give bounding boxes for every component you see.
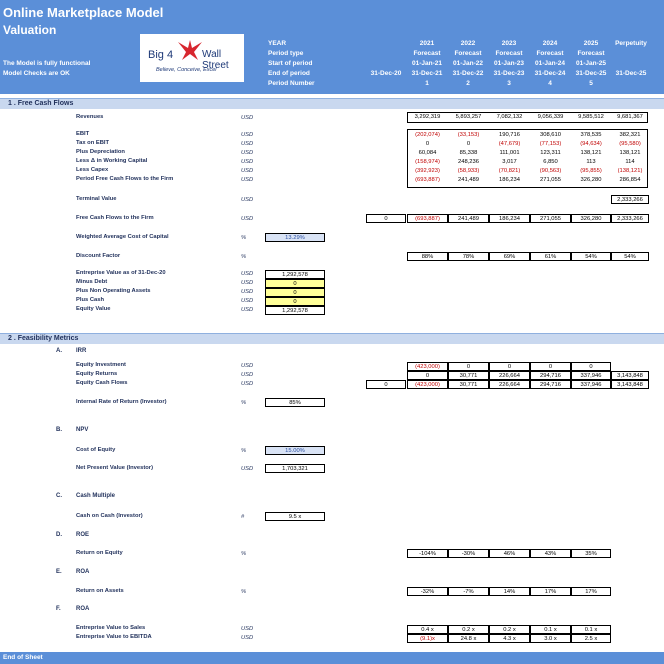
unit-label: USD (241, 635, 254, 641)
model-header (0, 0, 664, 94)
multiple-value: 0.2 x (448, 625, 489, 634)
roe-value: 43% (530, 549, 571, 558)
fcf-value: 308,610 (540, 132, 561, 138)
fcf-value: 190,716 (499, 132, 520, 138)
ev-row-label: Plus Non Operating Assets (76, 288, 151, 294)
cost-of-equity-label: Cost of Equity (76, 447, 116, 453)
unit-label: USD (241, 289, 254, 295)
ev-row-label: Equity Value (76, 306, 111, 312)
unit-label: USD (241, 363, 254, 369)
ev-value: 1,292,578 (265, 306, 325, 315)
unit-label: USD (241, 150, 254, 156)
header-num-col-1: 1 (425, 80, 429, 87)
year-label: YEAR (268, 40, 287, 47)
section-free-cash-flows: 1 . Free Cash Flows (0, 98, 664, 109)
cash-on-cash-label: Cash on Cash (Investor) (76, 513, 143, 519)
logo-text-left: Big 4 (148, 49, 174, 61)
multiple-value: 0.4 x (407, 625, 448, 634)
header-year-col-5: 2025 (583, 40, 599, 47)
fcf-value: 138,121 (619, 150, 641, 156)
fcf-value: 0 (466, 141, 471, 147)
fcff-base: 0 (366, 214, 406, 223)
roa-label: Return on Assets (76, 588, 124, 594)
terminal-value: 2,333,266 (611, 195, 649, 204)
irr-value: 0 (530, 362, 571, 371)
end-period-label: End of period (268, 70, 310, 77)
logo-tagline: Believe, Conceive, Excel (156, 67, 217, 73)
multiple-value: 0.1 x (571, 625, 611, 634)
logo-text-right: Wall Street (202, 49, 229, 71)
npv-title: NPV (76, 427, 89, 433)
ev-row-label: Entreprise Value as of 31-Dec-20 (76, 270, 166, 276)
multiple-value: 3.0 x (530, 634, 571, 643)
irr-result-label: Internal Rate of Return (Investor) (76, 399, 167, 405)
revenue-value: 9,681,367 (617, 114, 643, 120)
fcf-value: (77,153) (539, 141, 562, 147)
fcf-value: 286,854 (619, 177, 641, 183)
unit-label: USD (241, 141, 254, 147)
cash-title: Cash Multiple (76, 493, 116, 499)
fcf-value: 382,321 (619, 132, 641, 138)
unit-label: USD (241, 626, 254, 632)
unit-label: USD (241, 115, 254, 121)
unit-label: USD (241, 159, 254, 165)
fcf-row-label: Less Capex (76, 167, 109, 173)
revenue-value: 9,056,339 (537, 114, 564, 120)
unit-label: % (241, 589, 247, 595)
roe-label: Return on Equity (76, 550, 123, 556)
equity-cf-base: 0 (366, 380, 406, 389)
roa-value: -32% (407, 587, 448, 596)
irr-value: (423,000) (407, 380, 448, 389)
fcff-value: 186,234 (489, 214, 530, 223)
wacc-label: Weighted Average Cost of Capital (76, 234, 169, 240)
fcf-row-label: Plus Depreciation (76, 149, 125, 155)
section-feasibility-metrics: 2 . Feasibility Metrics (0, 333, 664, 344)
fcf-value: (95,855) (580, 168, 602, 174)
irr-row-label: Equity Investment (76, 362, 126, 368)
header-num-col-4: 4 (548, 80, 552, 87)
irr-value: 3,143,848 (611, 380, 649, 389)
irr-value: 294,716 (530, 380, 571, 389)
unit-label: USD (241, 280, 254, 286)
fcf-value: (138,121) (617, 168, 643, 174)
irr-result: 85% (265, 398, 325, 407)
fcf-row-label: Less Δ in Working Capital (76, 158, 148, 164)
fcf-value: 138,121 (580, 150, 602, 156)
fcf-value: (693,887) (415, 177, 440, 183)
roa-value: 17% (571, 587, 611, 596)
roa-id: E. (56, 569, 62, 575)
roe-value: -104% (407, 549, 448, 558)
unit-label: USD (241, 197, 254, 203)
header-end-col-3: 31-Dec-23 (493, 70, 525, 77)
irr-value: 294,716 (530, 371, 571, 380)
eagle-icon (176, 36, 204, 64)
header-year-col-2: 2022 (460, 40, 476, 47)
multiple-value: 4.3 x (489, 634, 530, 643)
unit-label: % (241, 448, 247, 454)
unit-label: % (241, 400, 247, 406)
end-of-sheet-bar: End of Sheet (0, 652, 664, 664)
fcf-value: 271,055 (540, 177, 561, 183)
fcf-value: 241,489 (458, 177, 479, 183)
header-end-col-5: 31-Dec-25 (575, 70, 607, 77)
header-start-col-5: 01-Jan-25 (576, 60, 606, 67)
period-number-label: Period Number (268, 80, 315, 87)
fcff-value: 271,055 (530, 214, 571, 223)
ev-row-label: Plus Cash (76, 297, 105, 303)
header-type-col-1: Forecast (413, 50, 441, 57)
header-end-col-6: 31-Dec-25 (615, 70, 647, 77)
header-year-col-4: 2024 (542, 40, 558, 47)
roe-id: D. (56, 532, 62, 538)
irr-value: 226,664 (489, 371, 530, 380)
irr-value: 0 (448, 362, 489, 371)
discount-factor-value: 54% (611, 252, 649, 261)
fcf-value: (33,153) (457, 132, 480, 138)
discount-factor-value: 69% (489, 252, 530, 261)
base-end-date: 31-Dec-20 (370, 70, 402, 77)
roa-value: 14% (489, 587, 530, 596)
model-title: Online Marketplace Model (3, 5, 164, 20)
header-num-col-3: 3 (507, 80, 511, 87)
revenue-value: 7,082,132 (496, 114, 523, 120)
company-logo (140, 34, 244, 82)
multiples-id: F. (56, 606, 61, 612)
multiple-row-label: Entreprise Value to EBITDA (76, 634, 152, 640)
irr-title: IRR (76, 348, 87, 354)
irr-value: 337,946 (571, 371, 611, 380)
period-type-label: Period type (268, 50, 304, 57)
unit-label: USD (241, 132, 254, 138)
unit-label: USD (241, 466, 254, 472)
unit-label: USD (241, 216, 254, 222)
irr-value: 337,946 (571, 380, 611, 389)
unit-label: USD (241, 372, 254, 378)
multiple-value: 2.5 x (571, 634, 611, 643)
multiple-value: 0.2 x (489, 625, 530, 634)
multiple-value: 0.1 x (530, 625, 571, 634)
fcff-label: Free Cash Flows to the Firm (76, 215, 154, 221)
multiple-value: 24.8 x (448, 634, 489, 643)
fcf-value: (47,679) (498, 141, 521, 147)
fcf-value: 0 (425, 141, 430, 147)
header-type-col-2: Forecast (454, 50, 482, 57)
irr-value: 0 (489, 362, 530, 371)
roe-value: 46% (489, 549, 530, 558)
cost-of-equity-input[interactable]: 15.00% (265, 446, 325, 455)
header-end-col-1: 31-Dec-21 (411, 70, 443, 77)
fcff-value: 2,333,266 (611, 214, 649, 223)
unit-label: % (241, 551, 247, 557)
revenues-label: Revenues (76, 114, 104, 120)
revenue-value: 3,292,319 (414, 114, 441, 120)
checks-note: Model Checks are OK (3, 70, 70, 77)
unit-label: USD (241, 168, 254, 174)
fcf-value: (70,821) (498, 168, 521, 174)
fcf-value: (95,580) (619, 141, 641, 147)
irr-value: (423,000) (407, 362, 448, 371)
irr-row-label: Equity Cash Flows (76, 380, 128, 386)
fcf-value: (94,634) (580, 141, 602, 147)
unit-label: USD (241, 381, 254, 387)
roa-value: 17% (530, 587, 571, 596)
discount-factor-value: 54% (571, 252, 611, 261)
roe-title: ROE (76, 532, 90, 538)
fcf-value: (392,923) (415, 168, 440, 174)
header-end-col-4: 31-Dec-24 (534, 70, 566, 77)
header-num-col-2: 2 (466, 80, 470, 87)
header-type-col-3: Forecast (495, 50, 523, 57)
terminal-value-label: Terminal Value (76, 196, 117, 202)
ev-value[interactable]: 0 (265, 279, 325, 288)
multiple-row-label: Entreprise Value to Sales (76, 625, 146, 631)
fcf-value: 114 (625, 159, 635, 165)
header-start-col-1: 01-Jan-21 (412, 60, 442, 67)
irr-value: 0 (407, 371, 448, 380)
fcf-value: 6,850 (543, 159, 558, 165)
header-num-col-5: 5 (589, 80, 593, 87)
cash-id: C. (56, 493, 62, 499)
fcf-value: 248,236 (458, 159, 479, 165)
npv-label: Net Present Value (Investor) (76, 465, 153, 471)
multiple-value: (9.1)x (407, 634, 448, 643)
header-type-col-4: Forecast (536, 50, 564, 57)
discount-factor-value: 61% (530, 252, 571, 261)
ev-value: 1,292,578 (265, 270, 325, 279)
ev-row-label: Minus Debt (76, 279, 108, 285)
discount-factor-value: 88% (407, 252, 448, 261)
ev-value[interactable]: 0 (265, 288, 325, 297)
cash-on-cash-value: 9.5 x (265, 512, 325, 521)
start-period-label: Start of period (268, 60, 313, 67)
irr-value: 226,664 (489, 380, 530, 389)
fcff-value: 241,489 (448, 214, 489, 223)
header-year-col-3: 2023 (501, 40, 517, 47)
fcf-value: 60,084 (418, 150, 437, 156)
ev-value[interactable]: 0 (265, 297, 325, 306)
fcf-value: 378,535 (580, 132, 602, 138)
roe-value: 35% (571, 549, 611, 558)
header-start-col-4: 01-Jan-24 (535, 60, 565, 67)
fcf-value: 111,001 (499, 150, 520, 156)
unit-label: USD (241, 298, 254, 304)
revenue-value: 5,893,257 (455, 114, 482, 120)
roe-value: -30% (448, 549, 489, 558)
wacc-input[interactable]: 13.29% (265, 233, 325, 242)
irr-value: 0 (571, 362, 611, 371)
roa-value: -7% (448, 587, 489, 596)
irr-value: 30,771 (448, 371, 489, 380)
unit-label: % (241, 235, 247, 241)
fcff-value: 326,280 (571, 214, 611, 223)
unit-label: # (241, 514, 245, 520)
discount-factor-value: 78% (448, 252, 489, 261)
fcf-value: (58,933) (457, 168, 480, 174)
fcf-value: (90,563) (539, 168, 562, 174)
fcf-value: 326,280 (580, 177, 602, 183)
fcf-row-label: Period Free Cash Flows to the Firm (76, 176, 174, 182)
npv-id: B. (56, 427, 62, 433)
irr-id: A. (56, 348, 62, 354)
header-year-col-6: Perpetuity (615, 40, 647, 47)
unit-label: USD (241, 307, 254, 313)
fcf-value: 186,234 (499, 177, 520, 183)
header-type-col-5: Forecast (577, 50, 605, 57)
fcf-value: 85,338 (459, 150, 478, 156)
fcf-row-label: Tax on EBIT (76, 140, 110, 146)
functional-note: The Model is fully functional (3, 60, 91, 67)
fcff-value: (693,887) (407, 214, 448, 223)
fcf-value: 3,017 (502, 159, 517, 165)
unit-label: USD (241, 177, 254, 183)
irr-row-label: Equity Returns (76, 371, 118, 377)
revenue-value: 9,585,512 (578, 114, 604, 120)
fcf-value: 123,311 (540, 150, 561, 156)
unit-label: USD (241, 271, 254, 277)
fcf-row-label: EBIT (76, 131, 90, 137)
header-start-col-2: 01-Jan-22 (453, 60, 483, 67)
roa-title: ROA (76, 569, 90, 575)
header-end-col-2: 31-Dec-22 (452, 70, 484, 77)
multiples-title: ROA (76, 606, 90, 612)
fcf-value: (158,974) (415, 159, 440, 165)
irr-value: 3,143,848 (611, 371, 649, 380)
fcf-value: 113 (586, 159, 596, 165)
header-year-col-1: 2021 (419, 40, 435, 47)
sheet-title: Valuation (3, 23, 57, 37)
discount-factor-label: Discount Factor (76, 253, 121, 259)
unit-label: % (241, 254, 247, 260)
header-start-col-3: 01-Jan-23 (494, 60, 524, 67)
irr-value: 30,771 (448, 380, 489, 389)
fcf-value: (202,074) (415, 132, 440, 138)
npv-value: 1,703,321 (265, 464, 325, 473)
